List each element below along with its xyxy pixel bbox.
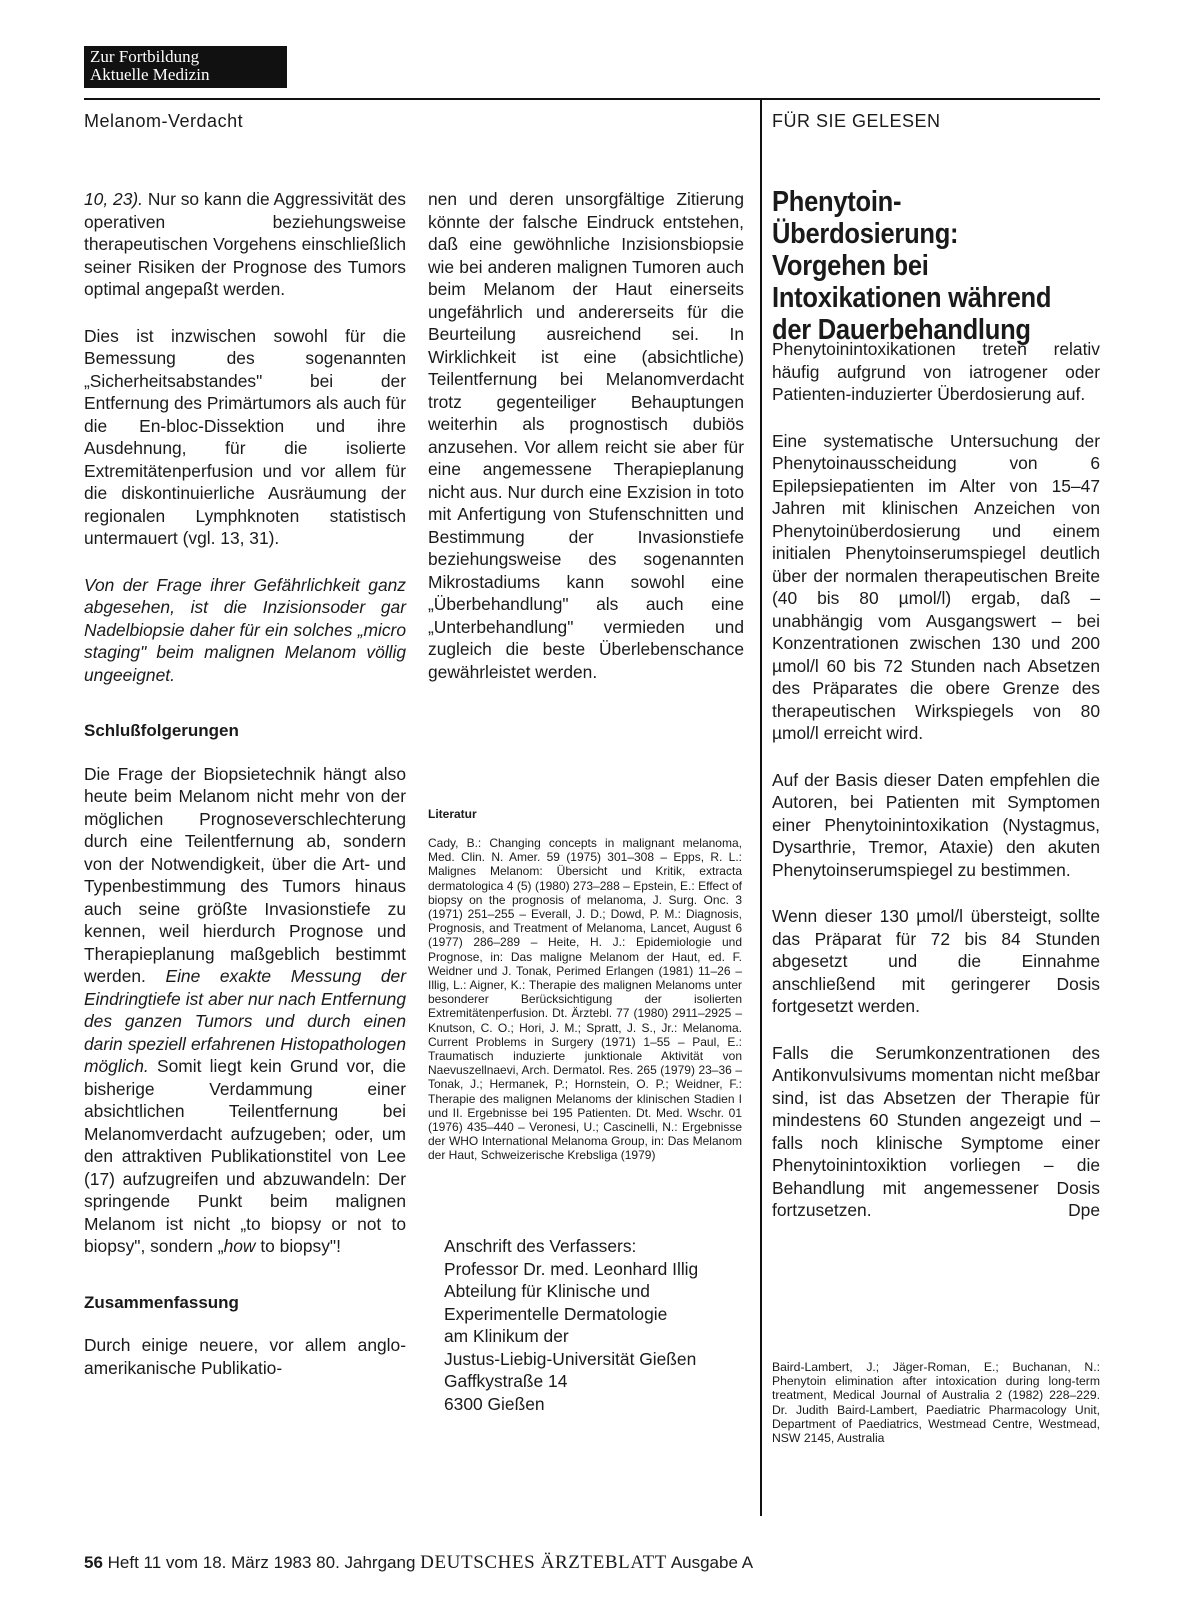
section-label-right: FÜR SIE GELESEN (772, 111, 941, 131)
paragraph: Wenn dieser 130 µmol/l übersteigt, sollte das Präparat für 72 bis 84 Stunden abgesetzt und die Einnahme anschließend mit geringerer Dosis fortgesetzt werden. (772, 906, 1100, 1016)
page-number: 56 (84, 1553, 103, 1572)
badge-line-1: Zur Fortbildung (90, 47, 200, 66)
paragraph (772, 1042, 1100, 1222)
text: Nur so kann die Aggressivität des operativen beziehungsweise therapeutischen Vorgehens einschließlich seiner Risiken der Prognose des Tumors optimal angepaßt werden. (84, 189, 406, 299)
paragraph: Auf der Basis dieser Daten empfehlen die Autoren, bei Patienten mit Symptomen einer Phenytoinintoxikation (Nystagmus, Dysarthrie, Tremor, Ataxie) den akuten Phenytoinserumspiegel zu bestimmen. (772, 769, 1100, 880)
text: to biopsy"! (255, 1236, 341, 1256)
paragraph: nen und deren unsorgfältige Zitierung könnte der falsche Eindruck entstehen, daß eine gewöhnliche Inzisionsbiopsie wie bei anderen malignen Tumoren auch beim Melanom der Haut einerseits ungefährlich und andererseits für die Beurteilung ausreichend sei. In Wirklichkeit ist eine (absichtliche) Teilentfernung bei Melanomverdacht trotz gegenteiliger Behauptungen weiterhin als prognostisch dubiös anzusehen. Vor allem reicht sie aber für eine angemessene Therapieplanung nicht aus. Nur durch eine Exzision in toto mit Anfertigung von Stufenschnitten und Bestimmung der Invasionstiefe beziehungsweise des sogenannten Mikrostadiums kann sowohl eine „Überbehandlung" als auch eine „Unterbehandlung" vermieden und zugleich die beste Überlebenschance gewährleistet werden. (428, 189, 744, 682)
column-divider (760, 98, 762, 1516)
address-line: Professor Dr. med. Leonhard Illig (444, 1258, 699, 1279)
text-italic: how (223, 1236, 256, 1256)
paragraph: Eine systematische Untersuchung der Phenytoinausscheidung von 6 Epilepsiepatienten im Alter von 15–47 Jahren mit klinischen Anzeichen von Phenytoinüberdosierung und einem initialen Phenytoinserumspiegel deutlich über der normalen therapeutischen Breite (40 bis 80 µmol/l) ergab, daß – unabhängig vom Ausgangswert – bei Konzentrationen zwischen 130 und 200 µmol/l 60 bis 72 Stunden nach Absetzen des Präparates die obere Grenze des therapeutischen Wirkspiegels von 80 µmol/l erreicht wird. (772, 430, 1100, 743)
heading-conclusions: Schlußfolgerungen (84, 721, 239, 740)
address-line: Anschrift des Verfassers: (444, 1236, 637, 1256)
article-reference: Baird-Lambert, J.; Jäger-Roman, E.; Buchanan, N.: Phenytoin elimination after intoxication during long-term treatment, Medical Journal of Australia 2 (1982) 228–229. Dr. Judith Baird-Lambert, Paediatric Pharmacology Unit, Department of Paediatrics, Westmead Centre, Westmead, NSW 2145, Australia (772, 1360, 1100, 1446)
section-badge (84, 46, 287, 88)
text-italic: Eine exakte Messung der Eindringtiefe ist aber nur nach Entfernung des ganzen Tumors und durch einen darin speziell erfahrenen Histopathologen möglich. (84, 966, 406, 1076)
column-1 (84, 188, 406, 1403)
issue-info: Heft 11 vom 18. März 1983 80. Jahrgang (107, 1553, 416, 1572)
address-line: Abteilung für Klinische und (444, 1281, 650, 1301)
address-line: Gaffkystraße 14 (444, 1371, 568, 1391)
badge-line-2: Aktuelle Medizin (90, 65, 210, 84)
address-line: Experimentelle Dermatologie (444, 1303, 668, 1324)
article-title: Phenytoin-Überdosierung: Vorgehen bei Intoxikationen während der Dauerbehandlung (772, 186, 1052, 346)
page-footer (84, 1552, 753, 1574)
author-address (444, 1235, 744, 1415)
author-signature: Dpe (1068, 1200, 1100, 1220)
paragraph: Dies ist inzwischen sowohl für die Bemessung des sogenannten „Sicherheitsabstandes" bei der Entfernung des Primärtumors als auch für die En-bloc-Dissektion und ihre Ausdehnung, für die isolierte Extremitätenperfusion und vor allem für die diskontinuierliche Ausräumung der regionalen Lymphknoten statistisch untermauert (vgl. 13, 31). (84, 325, 406, 548)
literature-heading: Literatur (428, 807, 477, 821)
text: Die Frage der Biopsietechnik hängt also heute beim Melanom nicht mehr von der möglichen Prognoseverschlechterung durch eine Teilentfernung ab, sondern von der Notwendigkeit, über die Art- und Typenbestimmung des Tumors hinaus auch seine größte Invasionstiefe zu kennen, weil hierdurch Prognose und Therapieplanung maßgeblich bestimmt werden. (84, 763, 406, 986)
paragraph: Durch einige neuere, vor allem anglo-amerikanische Publikatio- (84, 1335, 406, 1378)
paragraph: Phenytoinintoxikationen treten relativ häufig aufgrund von iatrogener oder Patienten-induzierter Überdosierung auf. (772, 339, 1100, 404)
column-2 (428, 188, 744, 707)
paragraph (84, 763, 406, 1258)
address-line: 6300 Gießen (444, 1393, 545, 1414)
citation: 10, 23). (84, 189, 143, 209)
heading-summary: Zusammenfassung (84, 1292, 239, 1312)
column-3 (772, 338, 1100, 1246)
literature-list: Cady, B.: Changing concepts in malignant melanoma, Med. Clin. N. Amer. 59 (1975) 301–308 – Epps, R. L.: Malignes Melanom: Übersicht und Kritik, extracta dermatologica 4 (5) (1980) 273–288 – Epstein, E.: Effect of biopsy on the prognosis of melanoma, J. Surg. Onc. 3 (1971) 251–255 – Everall, J. D.; Dowd, P. M.: Diagnosis, Prognosis, and Treatment of Melanoma, Lancet, August 6 (1977) 286–289 – Heite, H. J.: Epidemiologie und Prognose, in: Das maligne Melanom der Haut, ed. F. Weidner und J. Tonak, Perimed Erlangen (1981) 11–26 – Illig, L.: Aigner, K.: Therapie des malignen Melanoms unter besonderer Berücksichtigung der isolierten Extremitätenperfusion. Dt. Ärztebl. 77 (1980) 2911–2925 – Knutson, C. O.; Hori, J. M.; Spratt, J. S., Jr.: Melanoma. Current Problems in Surgery (1971) 1–55 – Paul, E.: Traumatisch induzierte junktionale Aktivität von Naevuszellnaevi, Arch. Dermatol. Res. 265 (1979) 23–36 – Tonak, J.; Hermanek, P.; Hornstein, O. P.; Weidner, F.: Therapie des malignen Melanoms der klinischen Stadien I und II. Ergebnisse bei 195 Patienten. Dt. Med. Wschr. 01 (1976) 435–440 – Veronesi, U.; Cascinelli, N.: Ergebnisse der WHO International Melanoma Group, in: Das Melanom der Haut, Schweizerische Krebsliga (1979) (428, 836, 742, 1163)
text: Somit liegt kein Grund vor, die bisherige Verdammung einer absichtlichen Teilentfernung bei Melanomverdacht aufzugeben; oder, um den attraktiven Publikationstitel von Lee (17) aufzugreifen und abzuwandeln: Der springende Punkt beim malignen Melanom ist nicht „to biopsy or not to biopsy", sondern „ (84, 1056, 406, 1256)
section-label-left: Melanom-Verdacht (84, 111, 244, 131)
paragraph-italic: Von der Frage ihrer Gefährlichkeit ganz abgesehen, ist die Inzisionsoder gar Nadelbiopsie daher für ein solches „micro staging" beim malignen Melanom völlig ungeeignet. (84, 574, 406, 685)
address-line: Justus-Liebig-Universität Gießen (444, 1348, 697, 1369)
edition: Ausgabe A (670, 1553, 754, 1572)
journal-name: DEUTSCHES ÄRZTEBLATT (420, 1552, 668, 1573)
paragraph (84, 188, 406, 301)
header-rule (84, 98, 1100, 100)
address-line: am Klinikum der (444, 1326, 569, 1346)
text: Falls die Serumkonzentrationen des Antikonvulsivums momentan nicht meßbar sind, ist das Absetzen der Therapie für mindestens 60 Stunden angezeigt und – falls noch klinische Symptome einer Phenytoinintoxiktion vorliegen – die Behandlung mit angemessener Dosis fortzusetzen. (772, 1042, 1100, 1220)
